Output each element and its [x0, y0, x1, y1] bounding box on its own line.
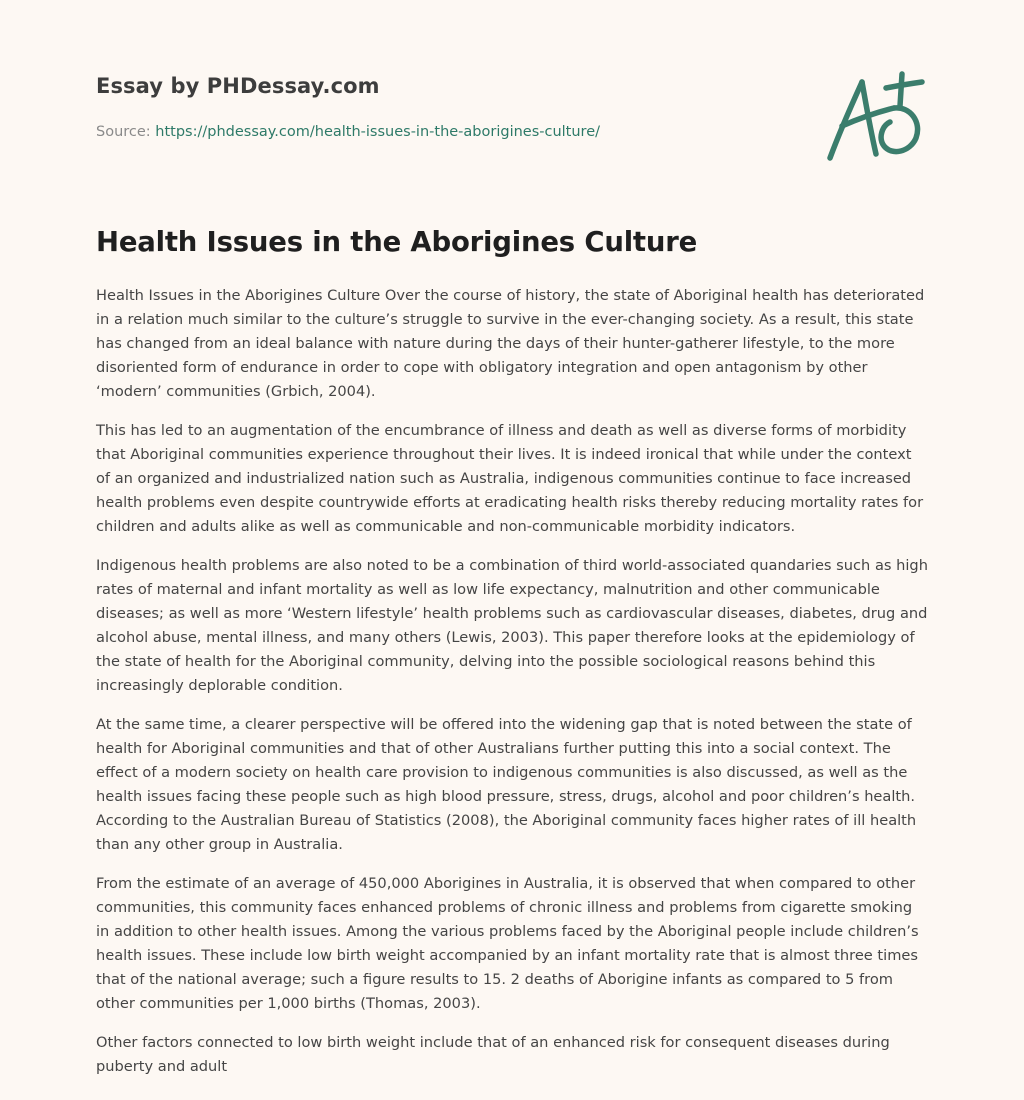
site-title: Essay by PHDessay.com — [96, 74, 380, 98]
essay-paragraph: Health Issues in the Aborigines Culture Over the course of history, the state of Aboriginal health has deteriorated in a relation much similar to the culture’s struggle to survive in the ever-changing society. As a result, this state has changed from an ideal balance with nature during the days of their hunter-gatherer lifestyle, to the more disoriented form of endurance in order to cope with obligatory integration and open antagonism by other ‘modern’ communities (Grbich, 2004). — [96, 287, 925, 400]
essay-body — [96, 284, 928, 1094]
a-plus-logo-svg — [820, 66, 930, 166]
essay-paragraph: At the same time, a clearer perspective will be offered into the widening gap that is noted between the state of health for Aboriginal communities and that of other Australians further putting this into a social context. The effect of a modern society on health care provision to indigenous communities is also discussed, as well as the health issues facing these people such as high blood pressure, stress, drugs, alcohol and poor children’s health. According to the Australian Bureau of Statistics (2008), the Aboriginal community faces higher rates of ill health than any other group in Australia. — [96, 716, 917, 853]
source-label: Source: — [96, 124, 156, 140]
source-line — [96, 124, 600, 140]
source-link[interactable]: https://phdessay.com/health-issues-in-the-aborigines-culture/ — [155, 124, 601, 140]
a-plus-logo-icon — [820, 66, 930, 166]
essay-paragraph: Other factors connected to low birth weight include that of an enhanced risk for consequent diseases during puberty and adult — [96, 1034, 890, 1075]
essay-paragraph: From the estimate of an average of 450,000 Aborigines in Australia, it is observed that when compared to other communities, this community faces enhanced problems of chronic illness and problems from cigarette smoking in addition to other health issues. Among the various problems faced by the Aboriginal people include children’s health issues. These include low birth weight accompanied by an infant mortality rate that is almost three times that of the national average; such a figure results to 15. 2 deaths of Aborigine infants as compared to 5 from other communities per 1,000 births (Thomas, 2003). — [96, 875, 919, 1012]
essay-paragraph: This has led to an augmentation of the encumbrance of illness and death as well as diverse forms of morbidity that Aboriginal communities experience throughout their lives. It is indeed ironical that while under the context of an organized and industrialized nation such as Australia, indigenous communities continue to face increased health problems even despite countrywide efforts at eradicating health risks thereby reducing mortality rates for children and adults alike as well as communicable and non-communicable morbidity indicators. — [96, 422, 924, 535]
essay-title: Health Issues in the Aborigines Culture — [96, 226, 698, 258]
essay-paragraph: Indigenous health problems are also noted to be a combination of third world-associated quandaries such as high rates of maternal and infant mortality as well as low life expectancy, malnutrition and other communicable diseases; as well as more ‘Western lifestyle’ health problems such as cardiovascular diseases, diabetes, drug and alcohol abuse, mental illness, and many others (Lewis, 2003). This paper therefore looks at the epidemiology of the state of health for the Aboriginal community, delving into the possible sociological reasons behind this increasingly deplorable condition. — [96, 557, 928, 694]
